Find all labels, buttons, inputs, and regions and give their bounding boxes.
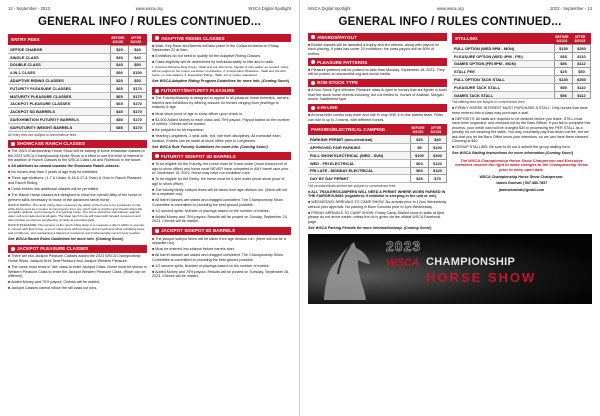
stalling-row-after: $112 — [573, 91, 591, 99]
entry-fee-row-name: ADAPTIVE RIDING CLASSES — [8, 77, 111, 85]
entry-fee-row-before: $65 — [111, 92, 129, 100]
entry-fee-row — [8, 123, 147, 131]
jackpot-p4: ■ Jackpot Classes cannot follow the rail class cut runs. — [8, 286, 147, 291]
sd5-p5: ■ Added Money and 75% payout. Results will be posted on Tuesday, September 26, 2023. Checks will be mailed. — [152, 270, 291, 279]
futurity-p1: ■ The Futurity/Maturity is designed to appeal to all pleasure horse breeders, owners, trainers and exhibitors by offering classes for horses ranging from yearlings to maturity & age. — [152, 96, 291, 110]
stalling-row-before: $56 — [555, 91, 573, 99]
sd4-p5: ■ 1/2 second splits. Number of placings based on the number of entries. — [152, 209, 291, 214]
parking-row-name: DAY BY DAY PERMIT — [308, 175, 411, 183]
sidepot-5d-header: JACKPOT SIDEPOT 5D BARRELS — [152, 227, 291, 235]
stalling-row — [452, 52, 591, 60]
parking-p1: ■ ALL TRAILERS/CAMPERS WILL NEED A PERMIT WHERE WORN PARKED IN THE FAIRGROUNDS (regardless if exhibitor is sleeping in the unit or not). — [308, 190, 447, 199]
stalling-p1: ■ FIRMLY HORSE INTEREST MUST PURCHASE A STALL. Only horses that have been entered into a class may purchase a stall. — [452, 106, 591, 115]
awards-p1: ■ Buckle classes will be awarded a trophy and ten ribbons, along with payout for each placing. If class has under 20 exhibitors, the class payout will be 60% of entries. — [308, 43, 447, 57]
stalling-row-name: GAMES OPTION (FRI 9PM - MON) — [452, 60, 555, 68]
showcase-ranch-pleasure: RANCH PLEASURE: The purpose of the ranch riding class is to measure a rider's ability to execute, in concert with their horse, a set of maneuvers with precision and smoothness while exhibiting poise and confidence, and maintaining a balanced, functional, and fundamentally correct body position. — [8, 223, 145, 235]
entry-fees-header: ENTRY FEES BEFORE 8/21/23 AFTER 8/21/23 — [8, 34, 147, 45]
adaptive-p1: ■ Walk, Key Race and Barrels will take place in the Coliseum Arena on Friday, September 22 at 9am. — [152, 44, 291, 53]
sd4-p3: ■ The futurity/derby sidepot times will be taken from age division run. (there will not be a separate run). — [152, 188, 291, 197]
entry-fee-row — [8, 46, 147, 54]
four-in-line-p1: ■ A horse/rider combo may enter and ride in only ONE 4-in-line barrels team. Rider can ride in up to 2 teams, with different horses. — [308, 113, 447, 122]
entry-fee-row — [8, 77, 147, 85]
parking-row-name: WED - FRI ELECTRICAL — [308, 159, 411, 167]
stalling-row-before: $56 — [555, 60, 573, 68]
entry-fee-row-name: MATURITY PLEASURE CLASSES — [8, 92, 111, 100]
section-icon — [155, 89, 159, 93]
wsca-logo: WSCA — [386, 257, 420, 270]
page-title: GENERAL INFO / RULES CONTINUED... — [338, 16, 562, 28]
stalling-row-name: STALL FEE — [452, 68, 555, 76]
section-icon — [311, 81, 315, 85]
sd4-p4: ■ All barrel classes are stated and dragged consistent. The Championship Show Committee is committed to providing the best ground possible. — [152, 198, 291, 207]
parking-row-after: $75 — [429, 175, 447, 183]
section-icon — [11, 142, 15, 146]
showcase-p1: ■ The 2023 Championship Horse Show will be adding in some showcase classes to the 2023 WSCA Championship Horse Show in a effort to see the level of interest in the addition of Ranch Classes to the WSCA Class List and Rulebook in the future. — [8, 149, 147, 163]
parking-row-after: $100 — [429, 144, 447, 152]
showcase-guidelines-link: See WSCA Ranch Rules Guidelines for more info. (Coming Soon!) — [8, 237, 124, 242]
sd4-p1: ■ To be eligible for the Futurity, the horse must be 5 and under (must show proof of age to show office) and horse must NEVER have competed in ANY barrel race prior to: November 15, 2022. Horse may have run exhibition runs. — [152, 162, 291, 176]
entry-fee-row-after: $170 — [129, 116, 147, 124]
stalling-header: STALLING BEFORE 8/21/23 AFTER 8/21/23 — [452, 33, 591, 44]
jackpot-p2: ■ The horse must show in 'like' class to enter Jackpot Class. Horse must be shown in Western Pleasure Class to enter the Jackpot Western Pleasure Class. (Rider can be different) — [8, 265, 147, 279]
stalling-p2: ■ DEPOSITS: All stalls are required to be cleaned before you leave. STILL must have been inspected, and checked out by the Barn Officer. If you fail to complete this process, your credit card will be charged $30 in processing fee PER STALL as a penalty for not cleaning the stalls. You may voluntarily pay that clean out fee, but we ask that you let the Barn Office know your intentions, so we can have them cleaned. Cleaning is $40. — [452, 117, 591, 144]
entry-fee-row-after: $100 — [129, 69, 147, 77]
entry-fee-row — [8, 61, 147, 69]
entry-fee-row-before: $45 — [111, 108, 129, 116]
stalling-row-after: $260 — [573, 45, 591, 53]
futurity-guidelines-link: See WSCA Rule Futurity Guidelines for more info. (Coming Soon!) — [152, 144, 268, 149]
parking-row-name: APPROVED FAIR PARKING — [308, 144, 411, 152]
left-column — [308, 31, 447, 230]
stalling-row-after: $260 — [573, 76, 591, 84]
parking-guidelines-link: See WSCA Parking Permits for more information/map. (Coming Soon!) — [308, 225, 432, 230]
chairperson-title: WSCA Championship Horse Show Chairperson: — [479, 174, 564, 179]
stalling-row-before: $130 — [555, 76, 573, 84]
stalling-row-before: $55 — [555, 83, 573, 91]
championship-banner — [308, 234, 592, 304]
page-number: 12 - September - 2023 — [8, 6, 50, 11]
section-icon — [311, 106, 315, 110]
entry-fee-row — [8, 53, 147, 61]
section-icon — [311, 35, 315, 39]
sd5-p3: ■ All barrel classes are stated and dragged consistent. The Championship Show Committee is committed to providing the best ground possible. — [152, 253, 291, 262]
parking-row — [308, 144, 447, 152]
parking-table — [308, 135, 447, 183]
entry-fee-row-after: $170 — [129, 92, 147, 100]
stalling-row-after: $50 — [573, 68, 591, 76]
entry-fee-row-name: SINGLE CLASS — [8, 53, 111, 61]
sd5-p4: ■ 1/2 second splits. Number of placings based on the number of entries. — [152, 264, 291, 269]
section-icon — [155, 36, 159, 40]
adaptive-p2: ■ Exhibitors do not need to qualify for the Adaptive Riding Classes. — [152, 54, 291, 59]
parking-row-before: $60 — [411, 159, 429, 167]
entry-fee-row — [8, 69, 147, 77]
sd4-p6: ■ Added Money and 75% payout. Results will be posted on Sunday, September 24, 2023. Checks will be mailed. — [152, 215, 291, 224]
running-header — [8, 5, 291, 12]
stalling-row-name: GAMES TACK STALL — [452, 91, 555, 99]
stalling-row — [452, 83, 591, 91]
awards-header: AWARDS/PAYOUT — [308, 33, 447, 41]
parking-header: PARKING/ELECTRICAL CAMPING BEFORE 8/21/23 AFTER 8/21/23 — [308, 124, 447, 135]
entry-fee-row — [8, 116, 147, 124]
entry-fee-row-after: $40 — [129, 53, 147, 61]
section-icon — [155, 154, 159, 158]
rights-notice: The WSCA Championship Horse Show Chairperson and Executive members reserve the right to make changes to the Championship Show prior to entry open date. — [455, 157, 588, 173]
parking-row-name: FULL SHOW ELECTRICAL (WED - SUN) — [308, 151, 411, 159]
parking-row — [308, 175, 447, 183]
entry-fee-row-name: OFFICE CHARGE — [8, 46, 111, 54]
showcase-header: SHOWCASE RANCH CLASSES — [8, 140, 147, 148]
banner-horse-show: HORSE SHOW — [426, 270, 537, 286]
section-icon — [155, 229, 159, 233]
publication-name: WSCA Digital Spotlight — [248, 6, 291, 11]
stalling-row-after: $112 — [573, 60, 591, 68]
parking-row-after: $200 — [429, 151, 447, 159]
banner-championship: CHAMPIONSHIP — [426, 256, 516, 269]
jackpot-p3: ■ Added Money and 70% payout. Checks will be mailed. — [8, 280, 147, 285]
left-column — [8, 31, 147, 291]
entry-fee-row-before: $65 — [111, 84, 129, 92]
entry-fee-row-before: $85 — [111, 116, 129, 124]
parking-row — [308, 136, 447, 144]
showcase-p5: ■ Cross entries into additional classes will be permitted. — [8, 187, 147, 192]
entry-fee-row-after: $40 — [129, 46, 147, 54]
entry-fee-row-name: FUTURITY PLEASURE CLASSES — [8, 84, 111, 92]
stalling-row-before: $55 — [555, 52, 573, 60]
entry-fee-row-name: 4-IN-1 CLASS — [8, 69, 111, 77]
nonstock-p1: ■ A Non-Stock Type Western Pleasure class is open to horses that are lighter in build than the stock horse breeds including, but not limited to, horses of Arabian, Morgan and/or Saddlebred type. — [308, 88, 447, 102]
right-page — [300, 0, 600, 416]
adaptive-guidelines-link: See WSCA Adaptive Riding Program Guidelines for more info. (Coming Soon!) — [152, 79, 290, 84]
entry-fee-row-after: $170 — [129, 108, 147, 116]
parking-row — [308, 167, 447, 175]
entry-fee-row — [8, 108, 147, 116]
entry-fee-row-name: SD/EXHIBITION FUTURITY BARRELS — [8, 116, 111, 124]
section-icon — [11, 247, 15, 251]
running-header — [308, 5, 592, 12]
stalling-row-name: FULL OPTION TACK STALL — [452, 76, 555, 84]
parking-row-before: $60 — [411, 167, 429, 175]
page-title: GENERAL INFO / RULES CONTINUED... — [38, 16, 261, 28]
parking-p3: ■ FRIDAY ARRIVALS TO CAMP SHOW: Friday Camp-Stalled show in stalls at 6pm, please do not arrive earlier unless the ok is given via the official WSCA Facebook page. — [308, 211, 447, 225]
entry-fee-row-before: $85 — [111, 123, 129, 131]
futurity-p2: ■ Must show proof of age to show officer upon check in. — [152, 112, 291, 117]
chairperson-email[interactable]: jamesdumvat@gmail.com — [498, 187, 545, 192]
stalling-row-after: $110 — [573, 52, 591, 60]
pleasure-patterns-header: PLEASURE PATTERNS — [308, 58, 447, 66]
entry-fee-row-name: JACKPOT PLEASURE CLASSES — [8, 100, 111, 108]
entry-fee-row-before: $65 — [111, 100, 129, 108]
parking-note: *All permits/electrical fees are subject to convenience fees — [308, 184, 396, 189]
entry-fees-note: All entry fees are subject to convenience fees — [8, 132, 77, 137]
showcase-p3: ■ No horses less than 3 years of age may be exhibited. — [8, 170, 147, 175]
adaptive-p4: 1. Assisted Obstacle Ring (Free) - Walk and trot with horse, handler & side walker as needed. Class will be judged on the proper execution of obstacles. 2. Independent Obstacles - Walk and trot with horse, no side walkers. 3. Equestrian Riding - Walk, trot or canter unassisted. — [152, 65, 289, 77]
parking-row-before: $100 — [411, 151, 429, 159]
entry-fee-row-name: DOUBLE CLASS — [8, 61, 111, 69]
stalling-row — [452, 60, 591, 68]
jackpot-header: JACKPOT PLEASURE CLASSES — [8, 245, 147, 253]
parking-row-after: $40 — [429, 136, 447, 144]
parking-p2: ■ WEDNESDAY ARRIVALS TO CAMP SHOW: No arrivals prior to 12pm Wednesday without prior approval. No parking in Barn Grounds prior to 4pm Wednesday. — [308, 200, 447, 209]
right-column — [152, 31, 291, 291]
stalling-guidelines-link: See WSCA Stalling Instructions for more information (Coming Soon!) — [452, 151, 574, 156]
sd4-p2: ■ To be eligible for the Derby, the horse must be 6 and under (must show proof of age to show office). — [152, 177, 291, 186]
entry-fee-row-before: $20 — [111, 46, 129, 54]
entry-fee-row-before: $90 — [111, 69, 129, 77]
entry-fee-row-name: JACKPOT SD BARRELS — [8, 108, 111, 116]
parking-row-name: PARKING PERMIT (non-electrical) — [308, 136, 411, 144]
showcase-p2: ■ All additions as named towards the Showcase Ranch classes. — [8, 164, 147, 169]
futurity-p3: ■ $3,500 Added Money to each class and 75% payout. Payout based on the number of entries. Checks will be mailed. — [152, 118, 291, 127]
stalling-row-name: FULL OPTION (WED 9PM - MON) — [452, 45, 555, 53]
stalling-row-name: PLEASURE TACK STALL — [452, 83, 555, 91]
jackpot-p1: ■ There are two Jackpot Pleasure Classes added the 2023 WSCA Championship Horse Show. Jackpot Hunt Seat Pleasure and Jackpot Western Pleasure. — [8, 254, 147, 263]
entry-fees-table — [8, 45, 147, 132]
showcase-p4: ■ Three age divisions: (1-7 & Under, 8-16 & 17 & Over) & Over in Ranch Pleasure and Ranch Riding. — [8, 176, 147, 185]
entry-fee-row-after: $50 — [129, 61, 147, 69]
entry-fee-row — [8, 100, 147, 108]
stalling-row-after: $110 — [573, 83, 591, 91]
parking-row-before: $20 — [411, 136, 429, 144]
entry-fee-row — [8, 92, 147, 100]
entry-fee-row-before: $20 — [111, 77, 129, 85]
parking-row — [308, 159, 447, 167]
stalling-row-name: PLEASURE OPTION (WED 4PM - FRI) — [452, 52, 555, 60]
website-link[interactable]: www.wsca.org — [135, 6, 163, 11]
stalling-row — [452, 76, 591, 84]
non-stock-header: NON-STOCK TYPE — [308, 79, 447, 87]
stalling-row-before: $130 — [555, 45, 573, 53]
chairperson-contact: James Dumvat | 507.380.7857 — [495, 181, 548, 186]
stalling-row-before: $25 — [555, 68, 573, 76]
parking-row — [308, 151, 447, 159]
stalling-note: *All stalling fees are subject to convenience fees — [452, 100, 525, 105]
website-link[interactable]: www.wsca.org — [436, 6, 464, 11]
parking-row-after: $120 — [429, 167, 447, 175]
parking-row-after: $120 — [429, 159, 447, 167]
section-icon — [311, 60, 315, 64]
sd5-p1: ■ The jackpot sidepot times will be taken from age division run. (there will not be a separate run). — [152, 237, 291, 246]
entry-fee-row — [8, 84, 147, 92]
adaptive-header: ADAPTIVE RIDING CLASSES — [152, 34, 291, 42]
parking-row-before: $35 — [411, 175, 429, 183]
entry-fee-row-after: $30 — [129, 77, 147, 85]
stalling-row — [452, 91, 591, 99]
sd5-p2: ■ Must be entered into sidepot before barrels start. — [152, 247, 291, 252]
adaptive-p3: ■ Class eligibility will be determined by individual ability to ride and to walk. — [152, 60, 291, 65]
pleasure-p1: ■ Pleasure patterns will be posted no later than Monday, September 18, 2023. They will be posted on wscaonline.org and social media. — [308, 68, 447, 77]
futurity-p5: ■ Yearling Longelines, 2 year-olds, trot, ride both disciplines, All nominate each division. Entries can be made at show office prior to Longelines. — [152, 134, 291, 143]
parking-row-before: $5 — [411, 144, 429, 152]
stalling-row — [452, 68, 591, 76]
futurity-p4: ■ Be prepared for bit inspection. — [152, 128, 291, 133]
chairperson-notice — [452, 159, 591, 193]
right-column — [452, 31, 591, 230]
parking-row-name: FRI LATE - MONDAY ELECTRICAL — [308, 167, 411, 175]
horse-silhouette-icon — [314, 240, 384, 302]
sidepot-4d-header: FUTURITY SIDEPOT 4D BARRELS — [152, 152, 291, 160]
showcase-ranch-riding: RANCH RIDING: The ranch riding class measures the ability of the horse to be a pleasure to ride while being used as a means of conveyance from one ranch task to another and should reflect the versatility, attitude, and movement of a working horse. The horse should be well-trained, relaxed, quiet, soft and cadenced at all gaits. The ideal ranch horse will travel with forward movement and demonstrate an obvious lengthening of stride at extended gaits. — [8, 202, 143, 222]
publication-name: WSCA Digital Spotlight — [308, 6, 351, 11]
stalling-p3: ■ GROUP STALLING: Be sure to fill out & submit the group stalling form. — [452, 145, 591, 150]
entry-fee-row-after: $170 — [129, 123, 147, 131]
page-number: 2023 - September - 13 — [550, 6, 592, 11]
stalling-table — [452, 44, 591, 99]
entry-fee-row-name: SD/FUTURITY WEIGHT BARRELS — [8, 123, 111, 131]
entry-fee-row-after: $170 — [129, 84, 147, 92]
four-in-line-header: 4-IN-LINE — [308, 104, 447, 112]
showcase-p6: ■ The Ranch Horse classes are designed to show the overall utility of the horse to perform skills necessary to those of the advanced ranch horse. — [8, 193, 147, 202]
entry-fee-row-after: $170 — [129, 100, 147, 108]
entry-fee-row-before: $30 — [111, 53, 129, 61]
entry-fee-row-before: $40 — [111, 61, 129, 69]
banner-year: 2023 — [386, 238, 422, 255]
stalling-row — [452, 45, 591, 53]
futurity-header: FUTURITY/MATURITY PLEASURE — [152, 87, 291, 95]
